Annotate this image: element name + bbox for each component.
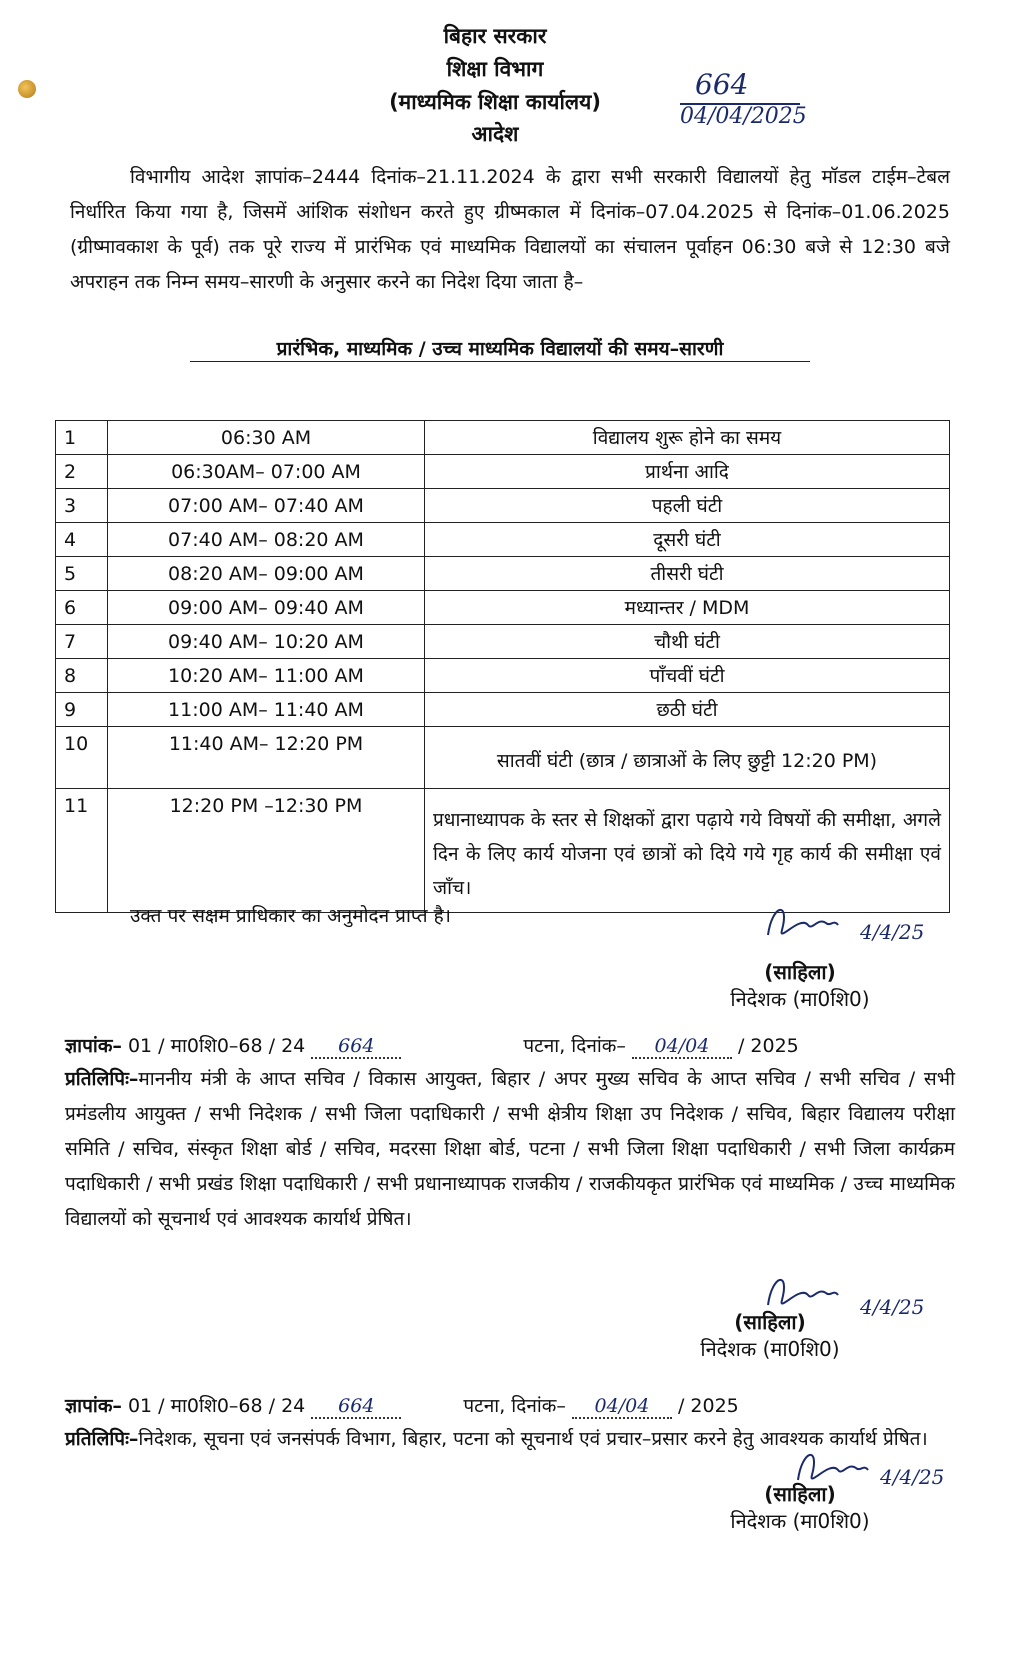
table-row [56, 693, 950, 727]
row-number: 3 [56, 489, 108, 523]
handwritten-ref-number: 664 [695, 68, 749, 101]
row-description: पहली घंटी [425, 489, 950, 523]
signature-date-3: 4/4/25 [880, 1465, 945, 1489]
dept-heading: शिक्षा विभाग [446, 57, 544, 81]
memo1-year: / 2025 [737, 1035, 799, 1057]
row-number: 10 [56, 727, 108, 789]
table-title: प्रारंभिक, माध्यमिक / उच्च माध्यमिक विद्यालयों की समय–सारणी [190, 335, 810, 362]
order-paragraph: विभागीय आदेश ज्ञापांक–2444 दिनांक–21.11.2024 के द्वारा सभी सरकारी विद्यालयों हेतु मॉडल टाईम–टेबल निर्धारित किया गया है, जिसमें आंशिक संशोधन करते हुए ग्रीष्मकाल में दिनांक–07.04.2025 से दिनांक–01.06.2025 (ग्रीष्मावकाश के पूर्व) तक पूरे राज्य में प्रारंभिक एवं माध्यमिक विद्यालयों का संचालन पूर्वाहन 06:30 बजे से 12:30 बजे अपराहन तक निम्न समय–सारणी के अनुसार करने का निदेश दिया जाता है– [70, 166, 950, 293]
memo1-copy [65, 1062, 955, 1237]
memo1-ref-prefix: 01 / मा0शि0–68 / 24 [127, 1035, 306, 1057]
govt-heading: बिहार सरकार [443, 24, 547, 48]
office-heading: (माध्यमिक शिक्षा कार्यालय) [389, 90, 601, 114]
row-time: 12:20 PM –12:30 PM [108, 789, 425, 913]
memo2-copy-label: प्रतिलिपिः– [65, 1428, 139, 1450]
order-heading: आदेश [471, 122, 519, 146]
row-description: प्रार्थना आदि [425, 455, 950, 489]
handwritten-ref-date: 04/04/2025 [680, 104, 807, 129]
row-description: विद्यालय शुरू होने का समय [425, 421, 950, 455]
row-time: 06:30 AM [108, 421, 425, 455]
memo2-year: / 2025 [677, 1395, 739, 1417]
signatory-name: (साहिला) [734, 1310, 806, 1334]
row-number: 11 [56, 789, 108, 913]
signatory-designation: निदेशक (मा0शि0) [730, 1509, 870, 1533]
row-description: चौथी घंटी [425, 625, 950, 659]
memo2-ref-prefix: 01 / मा0शि0–68 / 24 [127, 1395, 306, 1417]
row-number: 4 [56, 523, 108, 557]
signatory-block-3 [700, 1480, 900, 1534]
memo1-date: 04/04 [632, 1035, 732, 1059]
signatory-designation: निदेशक (मा0शि0) [700, 1337, 840, 1361]
memo2-date: 04/04 [572, 1395, 672, 1419]
memo1-copy-text: माननीय मंत्री के आप्त सचिव / विकास आयुक्त, बिहार / अपर मुख्य सचिव के आप्त सचिव / सभी सचिव / सभी प्रमंडलीय आयुक्त / सभी निदेशक / सभी जिला पदाधिकारी / सभी क्षेत्रीय शिक्षा उप निदेशक / सचिव, बिहार विद्यालय परीक्षा समिति / सचिव, संस्कृत शिक्षा बोर्ड / सचिव, मदरसा शिक्षा बोर्ड, पटना / सभी जिला शिक्षा पदाधिकारी / सभी जिला कार्यक्रम पदाधिकारी / सभी प्रखंड शिक्षा पदाधिकारी / सभी प्रधानाध्यापक राजकीय / राजकीयकृत प्रारंभिक एवं माध्यमिक / उच्च माध्यमिक विद्यालयों को सूचनार्थ एवं आवश्यक कार्यार्थ प्रेषित। [65, 1068, 955, 1230]
row-time: 08:20 AM– 09:00 AM [108, 557, 425, 591]
signatory-designation: निदेशक (मा0शि0) [730, 987, 870, 1011]
row-time: 09:40 AM– 10:20 AM [108, 625, 425, 659]
row-description: पाँचवीं घंटी [425, 659, 950, 693]
row-time: 11:00 AM– 11:40 AM [108, 693, 425, 727]
punch-mark-icon [18, 80, 36, 98]
row-number: 5 [56, 557, 108, 591]
row-number: 8 [56, 659, 108, 693]
signature-date-1: 4/4/25 [860, 920, 925, 944]
signatory-block-1 [700, 958, 900, 1012]
memo1-ref-number: 664 [311, 1035, 401, 1059]
table-row [56, 557, 950, 591]
row-description: दूसरी घंटी [425, 523, 950, 557]
row-time: 09:00 AM– 09:40 AM [108, 591, 425, 625]
table-row [56, 659, 950, 693]
row-description: मध्यान्तर / MDM [425, 591, 950, 625]
table-row [56, 625, 950, 659]
row-time: 07:00 AM– 07:40 AM [108, 489, 425, 523]
memo2-copy-text: निदेशक, सूचना एवं जनसंपर्क विभाग, बिहार, पटना को सूचनार्थ एवं प्रचार–प्रसार करने हेतु आवश्यक कार्यार्थ प्रेषित। [138, 1428, 928, 1450]
row-number: 1 [56, 421, 108, 455]
signature-date-2: 4/4/25 [860, 1295, 925, 1319]
row-number: 2 [56, 455, 108, 489]
row-number: 9 [56, 693, 108, 727]
row-description: तीसरी घंटी [425, 557, 950, 591]
row-number: 6 [56, 591, 108, 625]
signatory-name: (साहिला) [764, 960, 836, 984]
table-row [56, 455, 950, 489]
row-time: 06:30AM– 07:00 AM [108, 455, 425, 489]
approval-note: उक्त पर सक्षम प्राधिकार का अनुमोदन प्राप्त है। [130, 905, 451, 927]
memo1-copy-label: प्रतिलिपिः– [65, 1068, 139, 1090]
row-description: छठी घंटी [425, 693, 950, 727]
signatory-name: (साहिला) [764, 1482, 836, 1506]
row-time: 10:20 AM– 11:00 AM [108, 659, 425, 693]
memo1-place: पटना, दिनांक– [523, 1035, 626, 1057]
memo2-ref-number: 664 [311, 1395, 401, 1419]
memo2-place: पटना, दिनांक– [463, 1395, 566, 1417]
table-row [56, 727, 950, 789]
row-description: सातवीं घंटी (छात्र / छात्राओं के लिए छुट्टी 12:20 PM) [425, 727, 950, 789]
memo1-ref-label: ज्ञापांक– [65, 1035, 122, 1057]
table-row [56, 591, 950, 625]
row-time: 07:40 AM– 08:20 AM [108, 523, 425, 557]
memo1-ref-line [65, 1032, 955, 1059]
table-row [56, 421, 950, 455]
signatory-block-2 [670, 1308, 870, 1362]
table-row [56, 523, 950, 557]
timetable [55, 420, 950, 913]
table-row [56, 489, 950, 523]
table-row [56, 789, 950, 913]
memo2-ref-line [65, 1392, 955, 1419]
row-time: 11:40 AM– 12:20 PM [108, 727, 425, 789]
memo2-ref-label: ज्ञापांक– [65, 1395, 122, 1417]
row-description: प्रधानाध्यापक के स्तर से शिक्षकों द्वारा पढ़ाये गये विषयों की समीक्षा, अगले दिन के लिए कार्य योजना एवं छात्रों को दिये गये गृह कार्य की समीक्षा एवं जाँच। [425, 789, 950, 913]
row-number: 7 [56, 625, 108, 659]
